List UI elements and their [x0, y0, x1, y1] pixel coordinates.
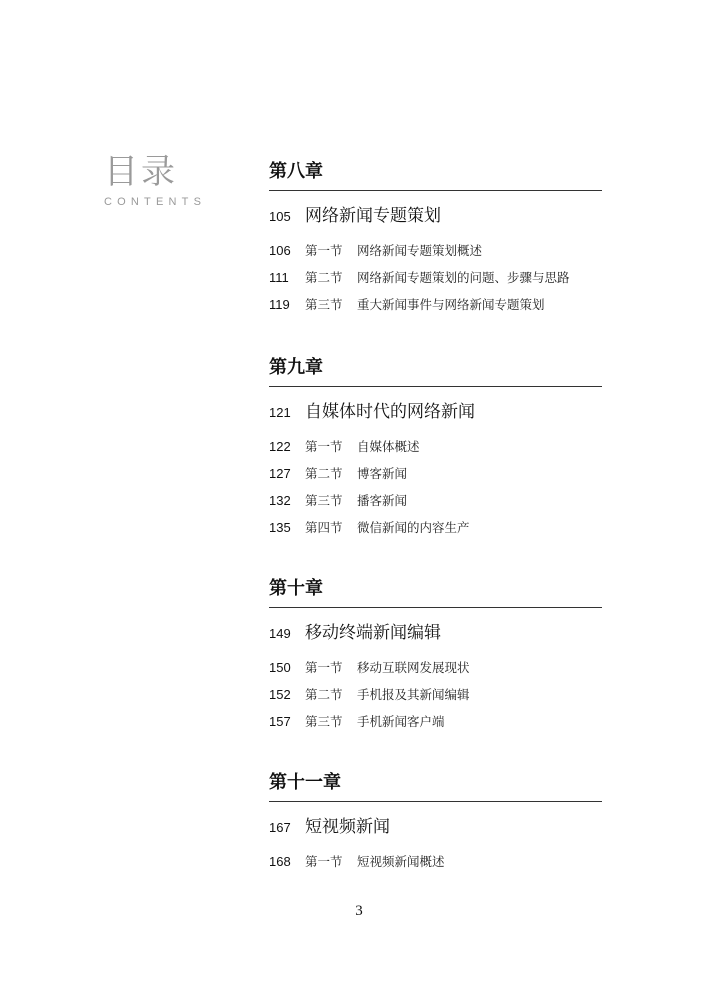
item-list — [269, 433, 602, 541]
entry-page: 119 — [269, 297, 290, 312]
toc-entry[interactable] — [269, 681, 602, 708]
entry-page: 132 — [269, 493, 291, 508]
entry-title: 短视频新闻概述 — [357, 854, 445, 869]
page-number: 3 — [355, 903, 363, 919]
entry-title: 手机报及其新闻编辑 — [357, 687, 470, 702]
toc-entry[interactable] — [269, 264, 602, 291]
toc-entry[interactable] — [269, 514, 602, 541]
toc-entry[interactable] — [269, 237, 602, 264]
entry-title: 手机新闻客户端 — [357, 714, 445, 729]
toc-entry[interactable] — [269, 654, 602, 681]
entry-page: 157 — [269, 714, 291, 729]
entry-section-number: 第三节 — [305, 297, 343, 312]
chapter-title: 第九章 — [269, 356, 602, 387]
entry-page: 111 — [269, 270, 289, 285]
entry-title: 重大新闻事件与网络新闻专题策划 — [357, 297, 545, 312]
entry-section-number: 第二节 — [305, 466, 343, 481]
section-name: 自媒体时代的网络新闻 — [305, 402, 475, 422]
chapter-10 — [269, 577, 602, 735]
toc-entry[interactable] — [269, 460, 602, 487]
entry-section-number: 第二节 — [305, 687, 343, 702]
toc-entry[interactable] — [269, 291, 602, 318]
section-name: 网络新闻专题策划 — [305, 206, 441, 226]
entry-section-number: 第一节 — [305, 854, 343, 869]
entry-page: 152 — [269, 687, 291, 702]
entry-section-number: 第三节 — [305, 714, 343, 729]
chapter-9 — [269, 356, 602, 541]
entry-section-number: 第三节 — [305, 493, 343, 508]
toc-entry[interactable] — [269, 848, 602, 875]
section-page: 167 — [269, 820, 291, 835]
item-list — [269, 848, 602, 875]
entry-section-number: 第一节 — [305, 439, 343, 454]
toc-entry[interactable] — [269, 433, 602, 460]
toc-heading — [104, 152, 206, 208]
section-heading[interactable] — [269, 205, 602, 227]
section-page: 121 — [269, 405, 291, 420]
section-name: 短视频新闻 — [305, 817, 390, 837]
section-heading[interactable] — [269, 622, 602, 644]
entry-page: 122 — [269, 439, 291, 454]
entry-page: 150 — [269, 660, 291, 675]
entry-section-number: 第四节 — [305, 520, 343, 535]
entry-page: 127 — [269, 466, 291, 481]
entry-title: 微信新闻的内容生产 — [357, 520, 470, 535]
toc-entry[interactable] — [269, 708, 602, 735]
chapter-title: 第十章 — [269, 577, 602, 608]
entry-page: 106 — [269, 243, 291, 258]
item-list — [269, 237, 602, 318]
entry-section-number: 第一节 — [305, 660, 343, 675]
entry-title: 自媒体概述 — [357, 439, 420, 454]
toc-subtitle: CONTENTS — [104, 196, 207, 208]
section-page: 105 — [269, 209, 291, 224]
chapter-8 — [269, 160, 602, 318]
entry-section-number: 第一节 — [305, 243, 343, 258]
entry-page: 168 — [269, 854, 291, 869]
entry-title: 移动互联网发展现状 — [357, 660, 470, 675]
chapter-title: 第八章 — [269, 160, 602, 191]
chapter-title: 第十一章 — [269, 771, 602, 802]
entry-title: 博客新闻 — [357, 466, 408, 481]
entry-title: 网络新闻专题策划概述 — [357, 243, 483, 258]
chapter-11 — [269, 771, 602, 875]
toc-entry[interactable] — [269, 487, 602, 514]
section-heading[interactable] — [269, 401, 602, 423]
entry-title: 网络新闻专题策划的问题、步骤与思路 — [357, 270, 570, 285]
item-list — [269, 654, 602, 735]
entry-title: 播客新闻 — [357, 493, 408, 508]
entry-page: 135 — [269, 520, 291, 535]
section-name: 移动终端新闻编辑 — [305, 623, 441, 643]
entry-section-number: 第二节 — [305, 270, 343, 285]
toc-title: 目录 — [104, 152, 178, 192]
section-page: 149 — [269, 626, 291, 641]
section-heading[interactable] — [269, 816, 602, 838]
